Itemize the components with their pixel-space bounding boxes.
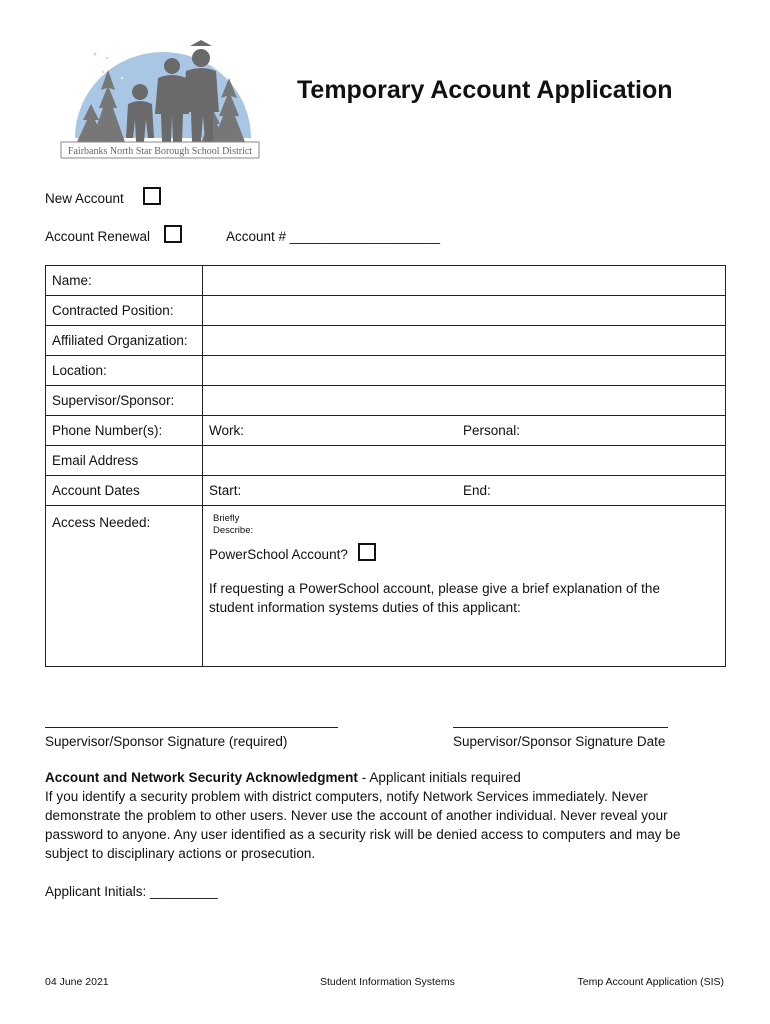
acknowledgment-line3: password to anyone. Any user identified as a security risk will be denied access to computers and may be	[45, 827, 681, 842]
email-label: Email Address	[46, 446, 203, 476]
table-row	[46, 506, 726, 667]
signature-line[interactable]	[45, 727, 338, 728]
briefly-describe-hint	[213, 513, 253, 537]
acknowledgment-line4: subject to disciplinary actions or prosecution.	[45, 846, 316, 861]
powerschool-checkbox[interactable]	[358, 543, 376, 561]
footer-department: Student Information Systems	[320, 976, 455, 988]
new-account-label: New Account	[45, 191, 124, 206]
acknowledgment-heading-suffix: - Applicant initials required	[357, 770, 521, 785]
supervisor-field[interactable]	[203, 386, 726, 416]
powerschool-note-line2: student information systems duties of this applicant:	[209, 600, 521, 615]
account-number-field[interactable]: Account # ____________________	[226, 229, 440, 244]
table-row	[46, 356, 726, 386]
acknowledgment-line2: demonstrate the problem to other users. Never use the account of another individual. Never reveal your	[45, 808, 668, 823]
acknowledgment-heading-line	[45, 768, 735, 787]
access-needed-label: Access Needed:	[46, 506, 203, 667]
powerschool-note-line1: If requesting a PowerSchool account, please give a brief explanation of the	[209, 581, 661, 596]
applicant-initials-field[interactable]: Applicant Initials: _________	[45, 884, 218, 899]
logo-text: Fairbanks North Star Borough School District	[67, 146, 253, 157]
acknowledgment-heading: Account and Network Security Acknowledgment	[45, 770, 358, 785]
district-logo	[55, 38, 265, 162]
phone-label: Phone Number(s):	[46, 416, 203, 446]
account-renewal-checkbox[interactable]	[164, 225, 182, 243]
name-field[interactable]	[203, 266, 726, 296]
table-row	[46, 476, 726, 506]
phone-work-label: Work:	[209, 423, 245, 438]
powerschool-question: PowerSchool Account?	[209, 547, 348, 562]
table-row	[46, 326, 726, 356]
end-date-label: End:	[463, 483, 491, 498]
briefly-text: Briefly	[213, 513, 240, 524]
page-title: Temporary Account Application	[297, 76, 673, 104]
table-row	[46, 446, 726, 476]
affiliated-organization-field[interactable]	[203, 326, 726, 356]
supervisor-label: Supervisor/Sponsor:	[46, 386, 203, 416]
signature-date-label: Supervisor/Sponsor Signature Date	[453, 734, 666, 749]
table-row	[46, 416, 726, 446]
table-row	[46, 266, 726, 296]
email-field[interactable]	[203, 446, 726, 476]
phone-personal-label: Personal:	[463, 423, 521, 438]
location-label: Location:	[46, 356, 203, 386]
account-dates-label: Account Dates	[46, 476, 203, 506]
table-row	[46, 386, 726, 416]
signature-label: Supervisor/Sponsor Signature (required)	[45, 734, 288, 749]
footer-date: 04 June 2021	[45, 976, 109, 988]
new-account-checkbox[interactable]	[143, 187, 161, 205]
contracted-position-label: Contracted Position:	[46, 296, 203, 326]
affiliated-organization-label: Affiliated Organization:	[46, 326, 203, 356]
start-date-label: Start:	[209, 483, 242, 498]
name-label: Name:	[46, 266, 203, 296]
phone-field[interactable]	[203, 416, 726, 446]
table-row	[46, 296, 726, 326]
account-renewal-label: Account Renewal	[45, 229, 151, 244]
signature-date-line[interactable]	[453, 727, 668, 728]
acknowledgment-line1: If you identify a security problem with district computers, notify Network Services immediately. Never	[45, 789, 648, 804]
contracted-position-field[interactable]	[203, 296, 726, 326]
security-acknowledgment	[45, 768, 735, 863]
access-needed-field[interactable]	[203, 506, 726, 667]
account-dates-field[interactable]	[203, 476, 726, 506]
location-field[interactable]	[203, 356, 726, 386]
describe-text: Describe:	[213, 525, 254, 536]
application-form-table	[45, 265, 726, 667]
powerschool-note	[209, 579, 729, 617]
footer-form-name: Temp Account Application (SIS)	[577, 976, 724, 988]
